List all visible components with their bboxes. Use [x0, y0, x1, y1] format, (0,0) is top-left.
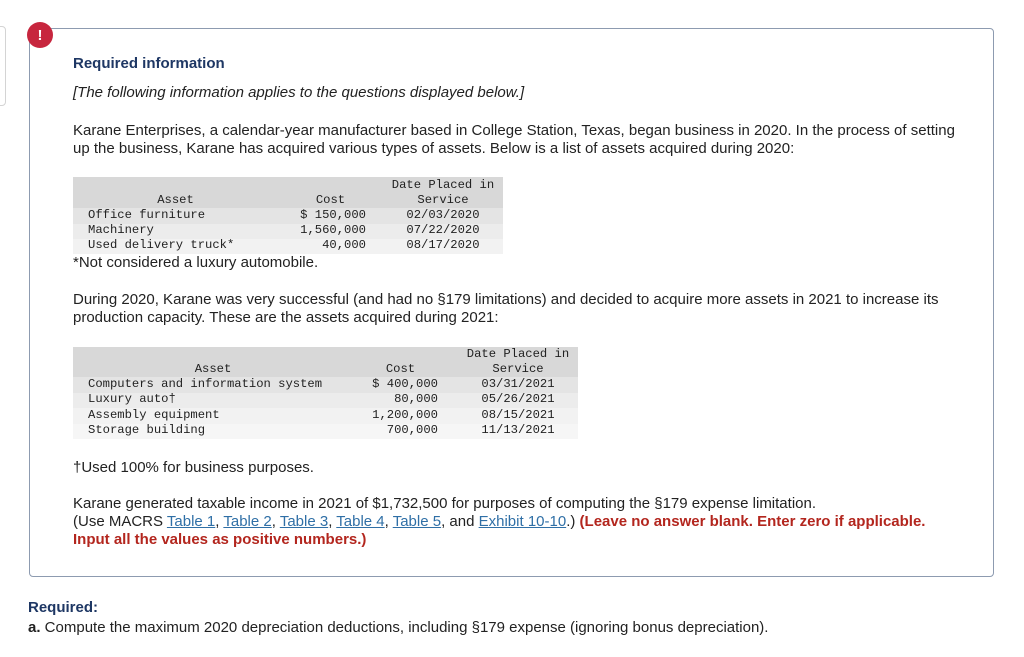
- asset-cost: 700,000: [386, 423, 438, 437]
- asset-cost: 1,200,000: [372, 408, 438, 422]
- link-table-2[interactable]: Table 2: [223, 513, 272, 530]
- asset-cost: $ 150,000: [300, 208, 366, 222]
- asset-cost: 1,560,000: [300, 223, 366, 237]
- header-cost: Cost: [315, 193, 346, 207]
- separator: ,: [271, 513, 280, 530]
- answer-instruction: (Leave no answer blank. Enter zero if applicable. Input all the values as positive numbers.): [73, 513, 926, 548]
- link-table-4[interactable]: Table 4: [336, 513, 385, 530]
- asset-date: 08/17/2020: [406, 238, 480, 252]
- section-heading: Required information: [73, 55, 225, 72]
- asset-name: Used delivery truck*: [88, 238, 235, 252]
- asset-date: 03/31/2021: [481, 377, 555, 391]
- header-cost: Cost: [385, 362, 416, 376]
- section-subheading: [The following information applies to the questions displayed below.]: [73, 84, 525, 101]
- separator: ,: [384, 513, 393, 530]
- middle-paragraph: During 2020, Karane was very successful (and had no §179 limitations) and decided to acquire more assets in 2021 to increase its production capacity. These are the assets acquired during 2021:: [73, 291, 939, 326]
- separator: ,: [328, 513, 337, 530]
- asset-date: 08/15/2021: [481, 408, 555, 422]
- header-date-line1: Date Placed in: [391, 178, 495, 192]
- asset-cost: 80,000: [394, 392, 438, 406]
- side-panel-tab: [0, 26, 6, 106]
- header-date-line2: Service: [417, 193, 469, 207]
- assets-2020-table: [73, 177, 503, 257]
- use-macrs-suffix: .): [566, 513, 580, 530]
- asset-name: Storage building: [88, 423, 206, 437]
- asset-date: 02/03/2020: [406, 208, 480, 222]
- asset-cost: 40,000: [322, 238, 366, 252]
- asset-date: 05/26/2021: [481, 392, 555, 406]
- header-date-line2: Service: [492, 362, 544, 376]
- separator: , and: [441, 513, 479, 530]
- question-a: [28, 619, 768, 636]
- asset-date: 07/22/2020: [406, 223, 480, 237]
- final-paragraph: [73, 495, 963, 549]
- use-macrs-text: (Use MACRS: [73, 513, 167, 530]
- link-table-3[interactable]: Table 3: [279, 513, 329, 530]
- link-exhibit-10-10[interactable]: Exhibit 10-10: [478, 513, 567, 530]
- asset-name: Assembly equipment: [88, 408, 220, 422]
- question-text: Compute the maximum 2020 depreciation deductions, including §179 expense (ignoring bonus depreciation).: [40, 619, 769, 636]
- footnote-business-use: †Used 100% for business purposes.: [73, 459, 314, 476]
- link-table-1[interactable]: Table 1: [166, 513, 216, 530]
- header-date-line1: Date Placed in: [466, 347, 570, 361]
- taxable-income-text: Karane generated taxable income in 2021 of $1,732,500 for purposes of computing the §179 expense limitation.: [73, 495, 817, 512]
- asset-name: Office furniture: [88, 208, 206, 222]
- header-asset: Asset: [194, 362, 232, 376]
- alert-icon: !: [27, 22, 53, 48]
- question-letter: a.: [28, 619, 41, 636]
- asset-cost: $ 400,000: [372, 377, 438, 391]
- asset-name: Machinery: [88, 223, 154, 237]
- intro-paragraph: Karane Enterprises, a calendar-year manufacturer based in College Station, Texas, began business in 2020. In the process of setting up the business, Karane has acquired various types of assets. Below is a list of assets acquired during 2020:: [73, 122, 955, 157]
- footnote-luxury: *Not considered a luxury automobile.: [73, 254, 319, 271]
- link-table-5[interactable]: Table 5: [392, 513, 442, 530]
- asset-name: Computers and information system: [88, 377, 323, 391]
- required-label: Required:: [28, 599, 99, 616]
- header-asset: Asset: [157, 193, 194, 207]
- assets-2021-table: [73, 347, 578, 442]
- asset-name: Luxury auto†: [88, 392, 176, 406]
- asset-date: 11/13/2021: [481, 423, 555, 437]
- separator: ,: [215, 513, 224, 530]
